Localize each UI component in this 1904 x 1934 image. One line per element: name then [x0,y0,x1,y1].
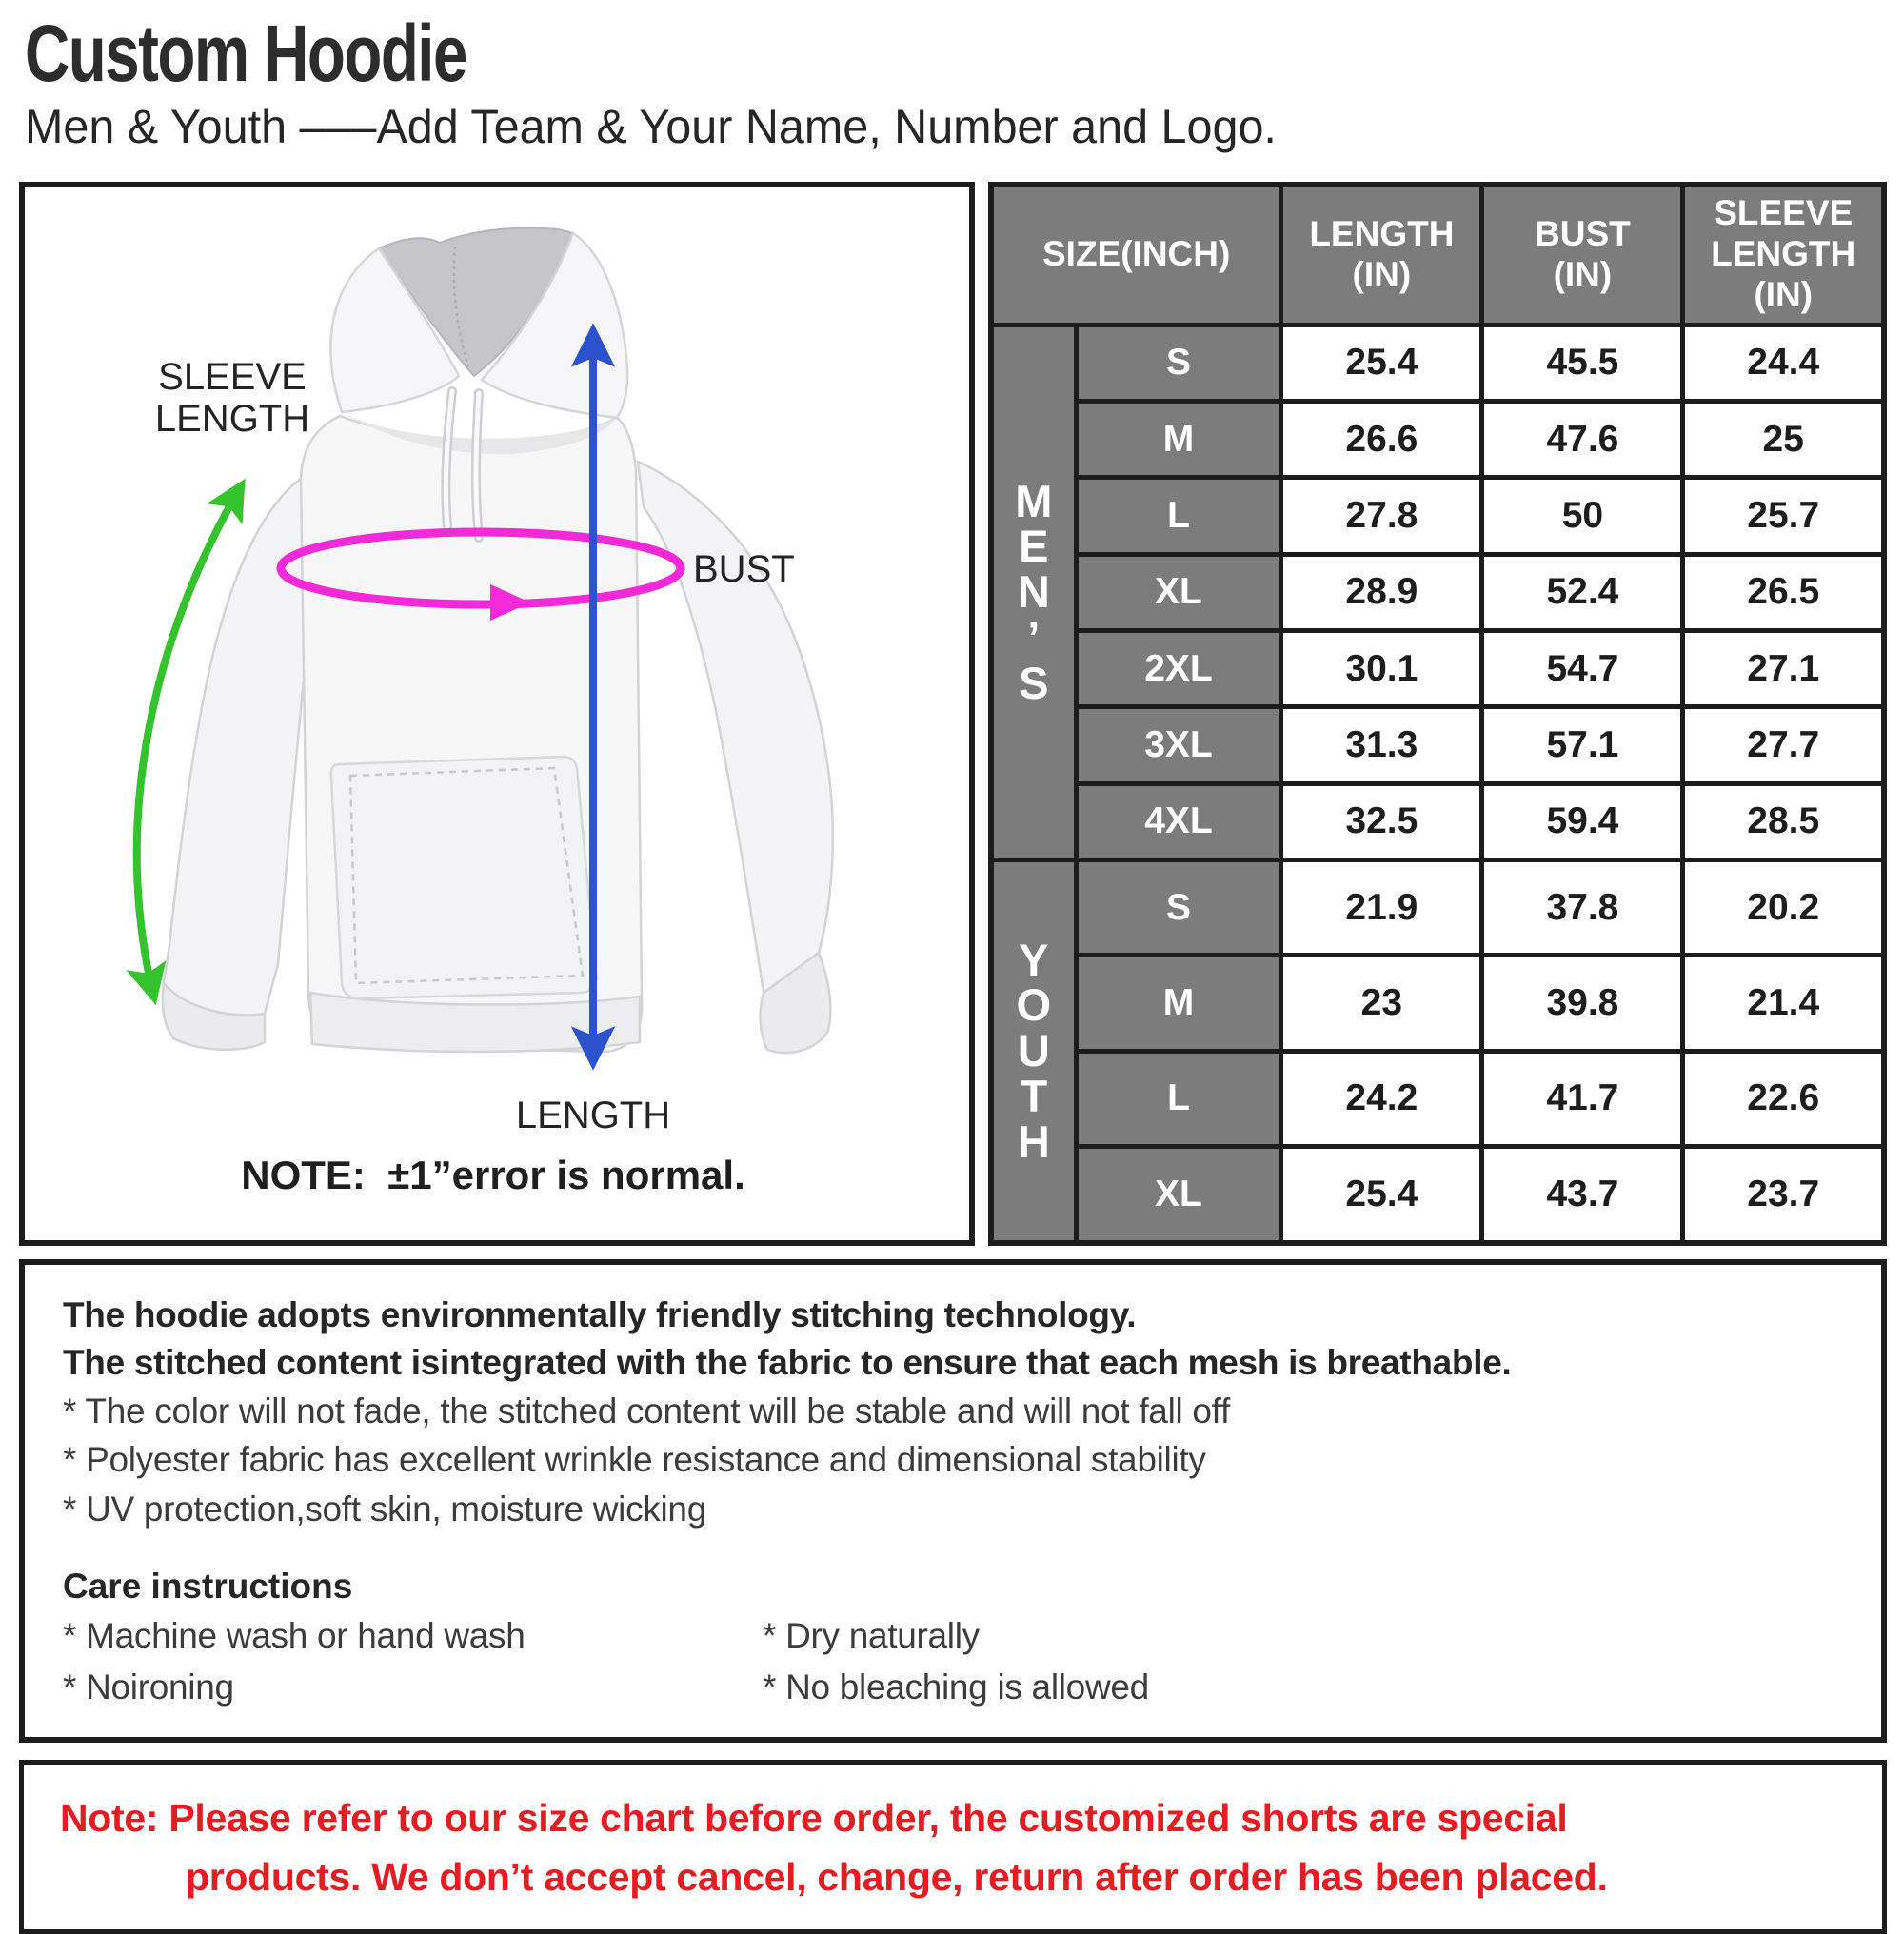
size-cell: S [1076,325,1281,401]
hoodie-measurement-diagram [19,182,975,1246]
length-value: 30.1 [1281,631,1482,707]
page-title: Custom Hoodie [25,9,466,98]
sleeve-value: 23.7 [1683,1146,1884,1242]
bust-value: 52.4 [1482,554,1683,630]
sleeve-value: 21.4 [1683,956,1884,1051]
bust-value: 47.6 [1482,402,1683,478]
sleeve-value: 25 [1683,402,1884,478]
table-row [991,956,1884,1051]
length-value: 24.2 [1281,1051,1482,1146]
care-item: * Noironing [63,1667,234,1707]
header-sleeve-length: SLEEVE LENGTH (IN) [1683,185,1884,326]
table-row [991,860,1884,956]
bust-value: 43.7 [1482,1146,1683,1242]
page-subtitle: Men & Youth –––Add Team & Your Name, Number and Logo. [25,99,1277,153]
care-item: * No bleaching is allowed [763,1667,1149,1707]
size-cell: L [1076,478,1281,554]
hoodie-illustration [25,187,969,1240]
description-bullet: * UV protection,soft skin, moisture wicking [63,1490,706,1529]
order-note-box [19,1760,1887,1934]
order-note-line1: Note: Please refer to our size chart before order, the customized shorts are special [60,1796,1568,1841]
care-row [63,1662,1847,1713]
table-row [991,783,1884,859]
sleeve-value: 28.5 [1683,783,1884,859]
description-bold-line: The stitched content isintegrated with the fabric to ensure that each mesh is breathable. [63,1342,1512,1382]
drawstring-right [476,393,479,538]
bust-value: 39.8 [1482,956,1683,1051]
length-value: 28.9 [1281,554,1482,630]
hoodie-shape [163,227,833,1053]
sleeve-length-label-line2: LENGTH [154,397,310,440]
product-description-box [19,1259,1887,1744]
size-cell: M [1076,402,1281,478]
size-cell: 2XL [1076,631,1281,707]
care-row [63,1610,1847,1662]
page-header [0,0,1904,153]
length-value: 21.9 [1281,860,1482,956]
bust-label: BUST [693,547,795,590]
bust-value: 45.5 [1482,325,1683,401]
bust-value: 54.7 [1482,631,1683,707]
care-item: * Machine wash or hand wash [63,1615,526,1655]
table-row [991,325,1884,401]
table-row [991,1051,1884,1146]
bust-value: 57.1 [1482,707,1683,783]
care-instructions-heading: Care instructions [63,1566,353,1606]
length-value: 25.4 [1281,325,1482,401]
diagram-note: NOTE: ±1”error is normal. [241,1152,745,1197]
table-row [991,707,1884,783]
group-mens: M E N ’ S [991,325,1076,859]
size-cell: M [1076,956,1281,1051]
top-row [19,182,1887,1246]
sleeve-value: 26.5 [1683,554,1884,630]
length-value: 32.5 [1281,783,1482,859]
description-bullet: * Polyester fabric has excellent wrinkle resistance and dimensional stability [63,1440,1206,1480]
header-bust: BUST (IN) [1482,185,1683,326]
header-length: LENGTH (IN) [1281,185,1482,326]
right-sleeve [638,462,833,993]
order-note-line2: products. We don’t accept cancel, change, return after order has been placed. [186,1854,1608,1899]
description-bullet: * The color will not fade, the stitched content will be stable and will not fall off [63,1391,1230,1431]
bust-value: 37.8 [1482,860,1683,956]
table-header-row [991,185,1884,326]
size-table [988,182,1887,1246]
sleeve-value: 22.6 [1683,1051,1884,1146]
length-value: 27.8 [1281,478,1482,554]
sleeve-value: 25.7 [1683,478,1884,554]
bust-value: 59.4 [1482,783,1683,859]
description-bold-line: The hoodie adopts environmentally friendly stitching technology. [63,1294,1137,1334]
size-cell: 4XL [1076,783,1281,859]
group-youth: Y O U T H [991,860,1076,1243]
header-size: SIZE(INCH) [991,185,1281,326]
table-row [991,402,1884,478]
size-cell: XL [1076,554,1281,630]
sleeve-value: 27.1 [1683,631,1884,707]
sleeve-value: 20.2 [1683,860,1884,956]
length-value: 23 [1281,956,1482,1051]
size-table-container [988,182,1887,1246]
table-row [991,1146,1884,1242]
bust-value: 41.7 [1482,1051,1683,1146]
table-row [991,478,1884,554]
size-cell: XL [1076,1146,1281,1242]
length-value: 25.4 [1281,1146,1482,1242]
care-item: * Dry naturally [763,1615,980,1655]
table-row [991,631,1884,707]
length-value: 26.6 [1281,402,1482,478]
length-value: 31.3 [1281,707,1482,783]
table-row [991,554,1884,630]
bust-value: 50 [1482,478,1683,554]
size-cell: L [1076,1051,1281,1146]
sleeve-value: 27.7 [1683,707,1884,783]
length-label: LENGTH [515,1094,671,1136]
sleeve-value: 24.4 [1683,325,1884,401]
size-cell: 3XL [1076,707,1281,783]
sleeve-length-label-line1: SLEEVE [158,355,307,398]
size-cell: S [1076,860,1281,956]
